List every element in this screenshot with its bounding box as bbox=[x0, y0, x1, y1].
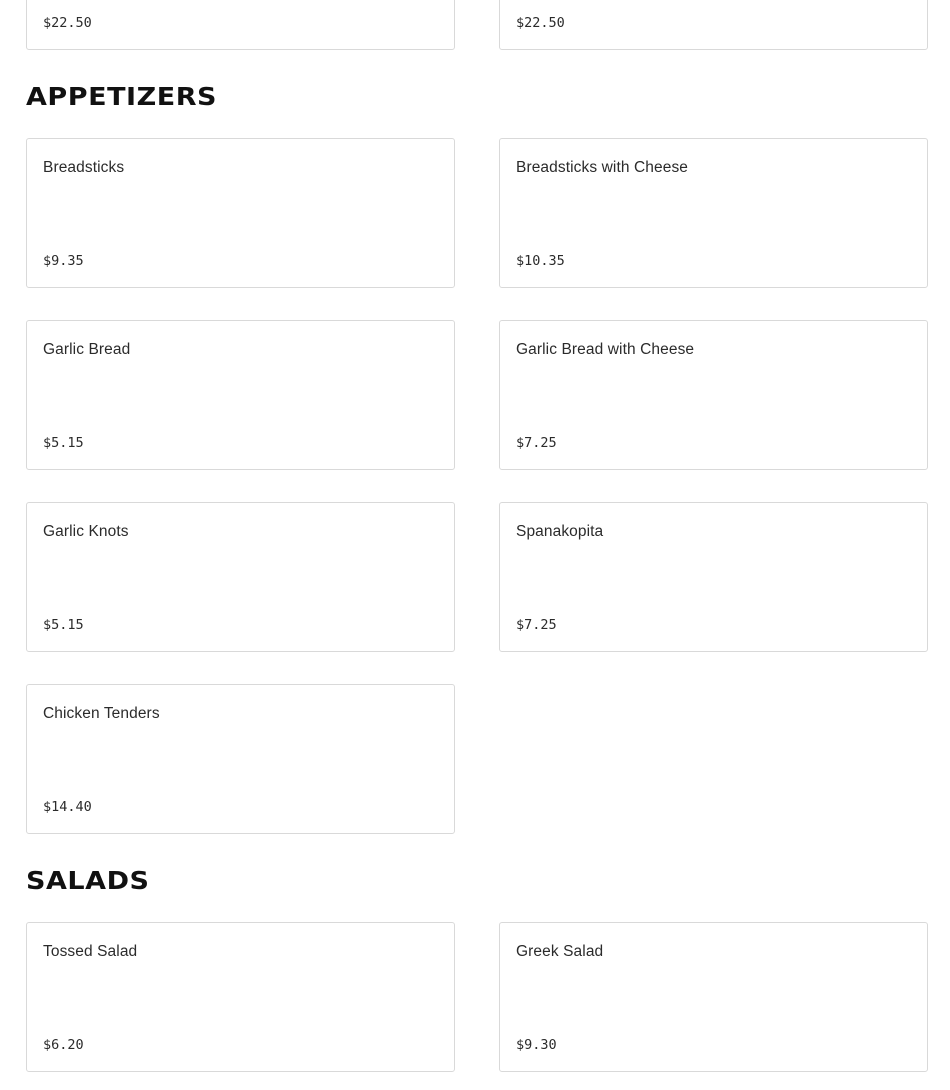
menu-item-price: $22.50 bbox=[43, 15, 92, 31]
menu-item-name: Breadsticks with Cheese bbox=[516, 159, 689, 176]
menu-item-name: Breadsticks bbox=[43, 159, 125, 176]
menu-item-name: Tossed Salad bbox=[43, 943, 138, 960]
menu-item-card[interactable] bbox=[499, 138, 928, 288]
menu-item-price: $5.15 bbox=[43, 617, 84, 633]
menu-item-card[interactable] bbox=[499, 922, 928, 1072]
menu-item-card[interactable] bbox=[26, 0, 455, 50]
menu-item-price: $10.35 bbox=[516, 253, 565, 269]
menu-item-name: Garlic Knots bbox=[43, 523, 129, 540]
menu-item-price: $9.35 bbox=[43, 253, 84, 269]
menu-item-card[interactable] bbox=[499, 502, 928, 652]
menu-item-name: Chicken Tenders bbox=[43, 705, 160, 722]
section-title-salads: SALADS bbox=[26, 866, 150, 895]
menu-item-name: Garlic Bread with Cheese bbox=[516, 341, 695, 358]
section-title-appetizers: APPETIZERS bbox=[26, 82, 218, 111]
menu-item-price: $7.25 bbox=[516, 617, 557, 633]
menu-item-price: $14.40 bbox=[43, 799, 92, 815]
menu-item-card[interactable] bbox=[26, 320, 455, 470]
menu-item-card[interactable] bbox=[26, 138, 455, 288]
menu-item-price: $22.50 bbox=[516, 15, 565, 31]
menu-item-name: Spanakopita bbox=[516, 523, 604, 540]
menu-item-name: Greek Salad bbox=[516, 943, 604, 960]
menu-item-name: Garlic Bread bbox=[43, 341, 131, 358]
menu-item-price: $7.25 bbox=[516, 435, 557, 451]
menu-item-price: $6.20 bbox=[43, 1037, 84, 1053]
menu-item-price: $5.15 bbox=[43, 435, 84, 451]
menu-item-card[interactable] bbox=[499, 0, 928, 50]
menu-item-price: $9.30 bbox=[516, 1037, 557, 1053]
menu-item-card[interactable] bbox=[499, 320, 928, 470]
menu-item-card[interactable] bbox=[26, 684, 455, 834]
menu-item-card[interactable] bbox=[26, 922, 455, 1072]
menu-item-card[interactable] bbox=[26, 502, 455, 652]
